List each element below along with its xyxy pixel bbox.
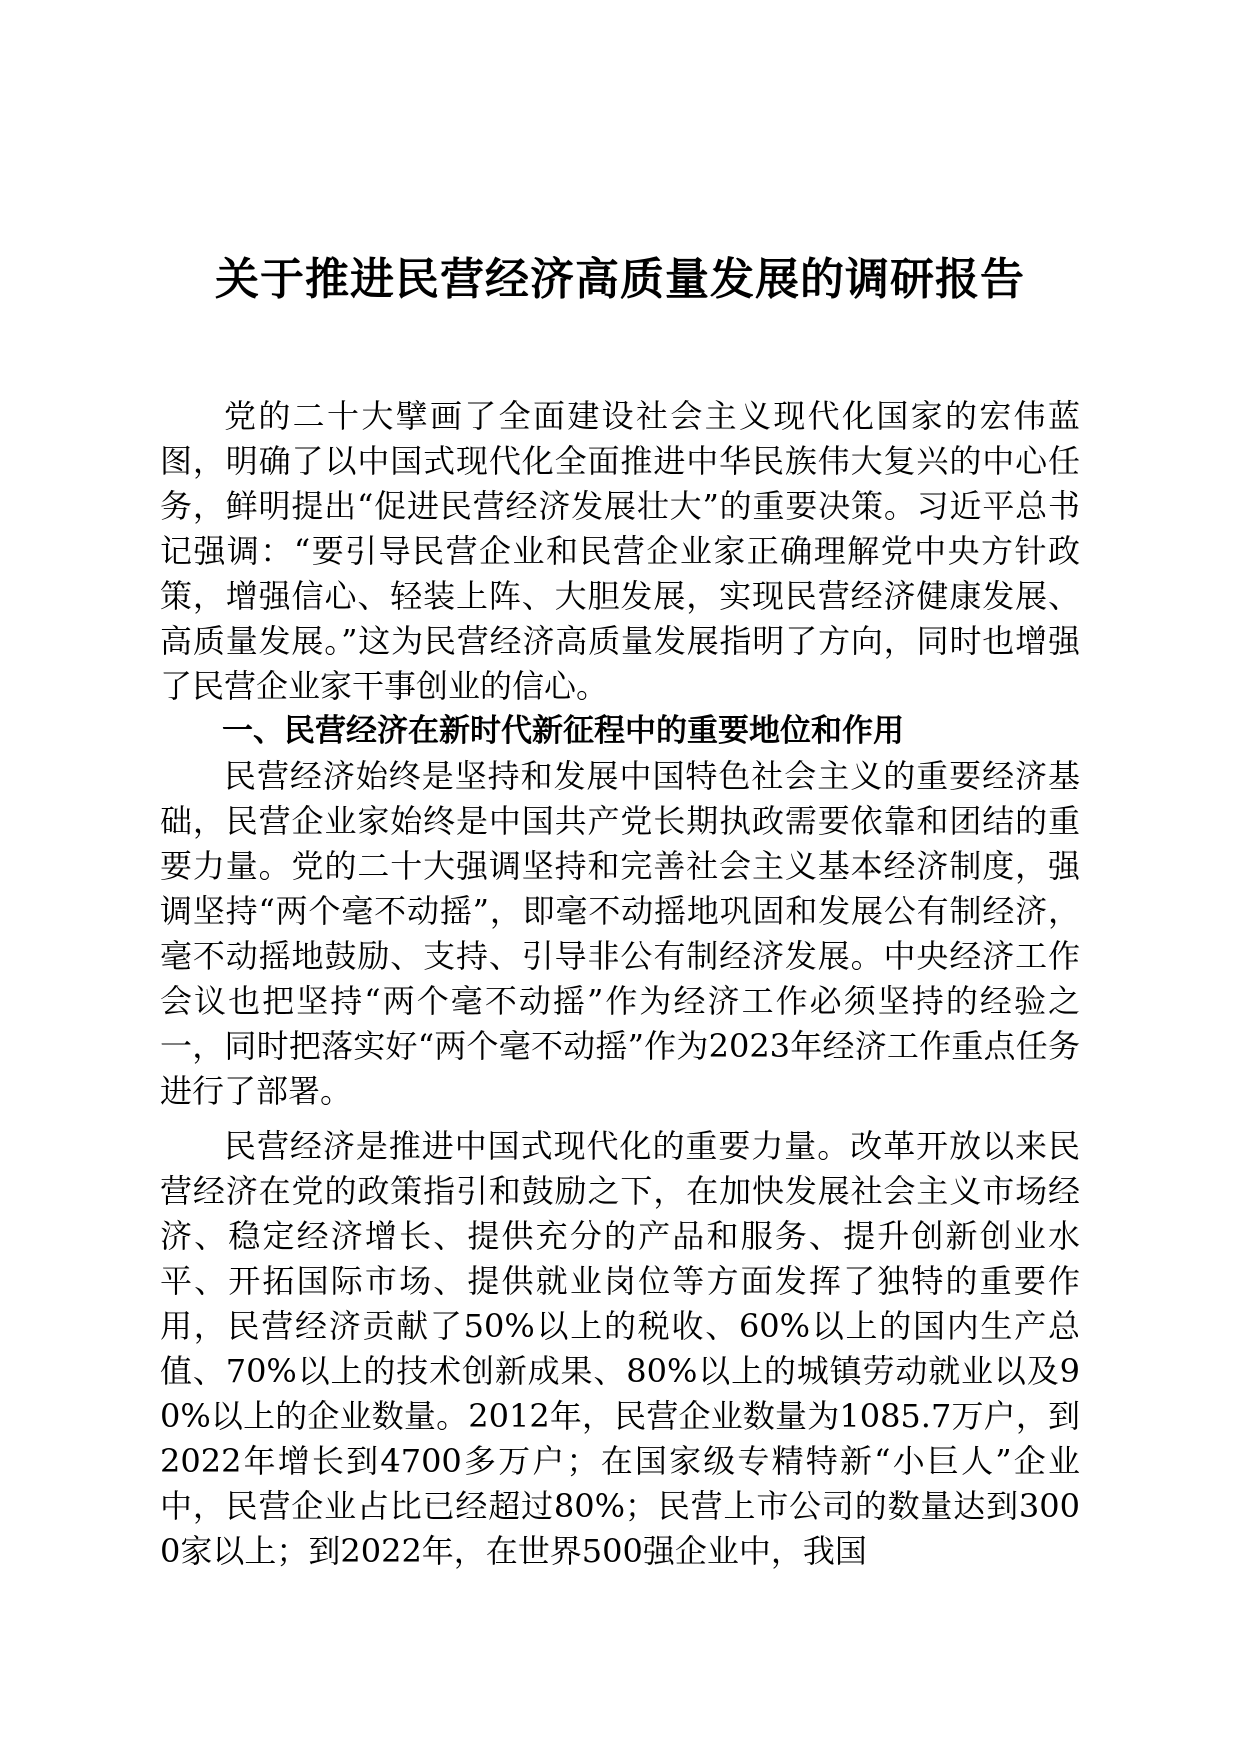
section1-paragraph-1: 民营经济始终是坚持和发展中国特色社会主义的重要经济基础，民营企业家始终是中国共产党长期执政需要依靠和团结的重要力量。党的二十大强调坚持和完善社会主义基本经济制度，强调坚持“两个毫不动摇”，即毫不动摇地巩固和发展公有制经济，毫不动摇地鼓励、支持、引导非公有制经济发展。中央经济工作会议也把坚持“两个毫不动摇”作为经济工作必须坚持的经验之一，同时把落实好“两个毫不动摇”作为2023年经济工作重点任务进行了部署。 bbox=[160, 757, 1080, 1110]
section1-paragraph-2: 民营经济是推进中国式现代化的重要力量。改革开放以来民营经济在党的政策指引和鼓励之下，在加快发展社会主义市场经济、稳定经济增长、提供充分的产品和服务、提升创新创业水平、开拓国际市场、提供就业岗位等方面发挥了独特的重要作用，民营经济贡献了50%以上的税收、60%以上的国内生产总值、70%以上的技术创新成果、80%以上的城镇劳动就业以及90%以上的企业数量。2012年，民营企业数量为1085.7万户，到2022年增长到4700多万户；在国家级专精特新“小巨人”企业中，民营企业占比已经超过80%；民营上市公司的数量达到3000家以上；到2022年，在世界500强企业中，我国 bbox=[160, 1127, 1080, 1570]
intro-paragraph: 党的二十大擘画了全面建设社会主义现代化国家的宏伟蓝图，明确了以中国式现代化全面推进中华民族伟大复兴的中心任务，鲜明提出“促进民营经济发展壮大”的重要决策。习近平总书记强调：“要引导民营企业和民营企业家正确理解党中央方针政策，增强信心、轻装上阵、大胆发展，实现民营经济健康发展、高质量发展。”这为民营经济高质量发展指明了方向，同时也增强了民营企业家干事创业的信心。 bbox=[160, 397, 1080, 705]
section-heading-1: 一、民营经济在新时代新征程中的重要地位和作用 bbox=[222, 713, 904, 749]
document-title: 关于推进民营经济高质量发展的调研报告 bbox=[215, 254, 1025, 305]
document-page bbox=[160, 250, 1080, 1574]
